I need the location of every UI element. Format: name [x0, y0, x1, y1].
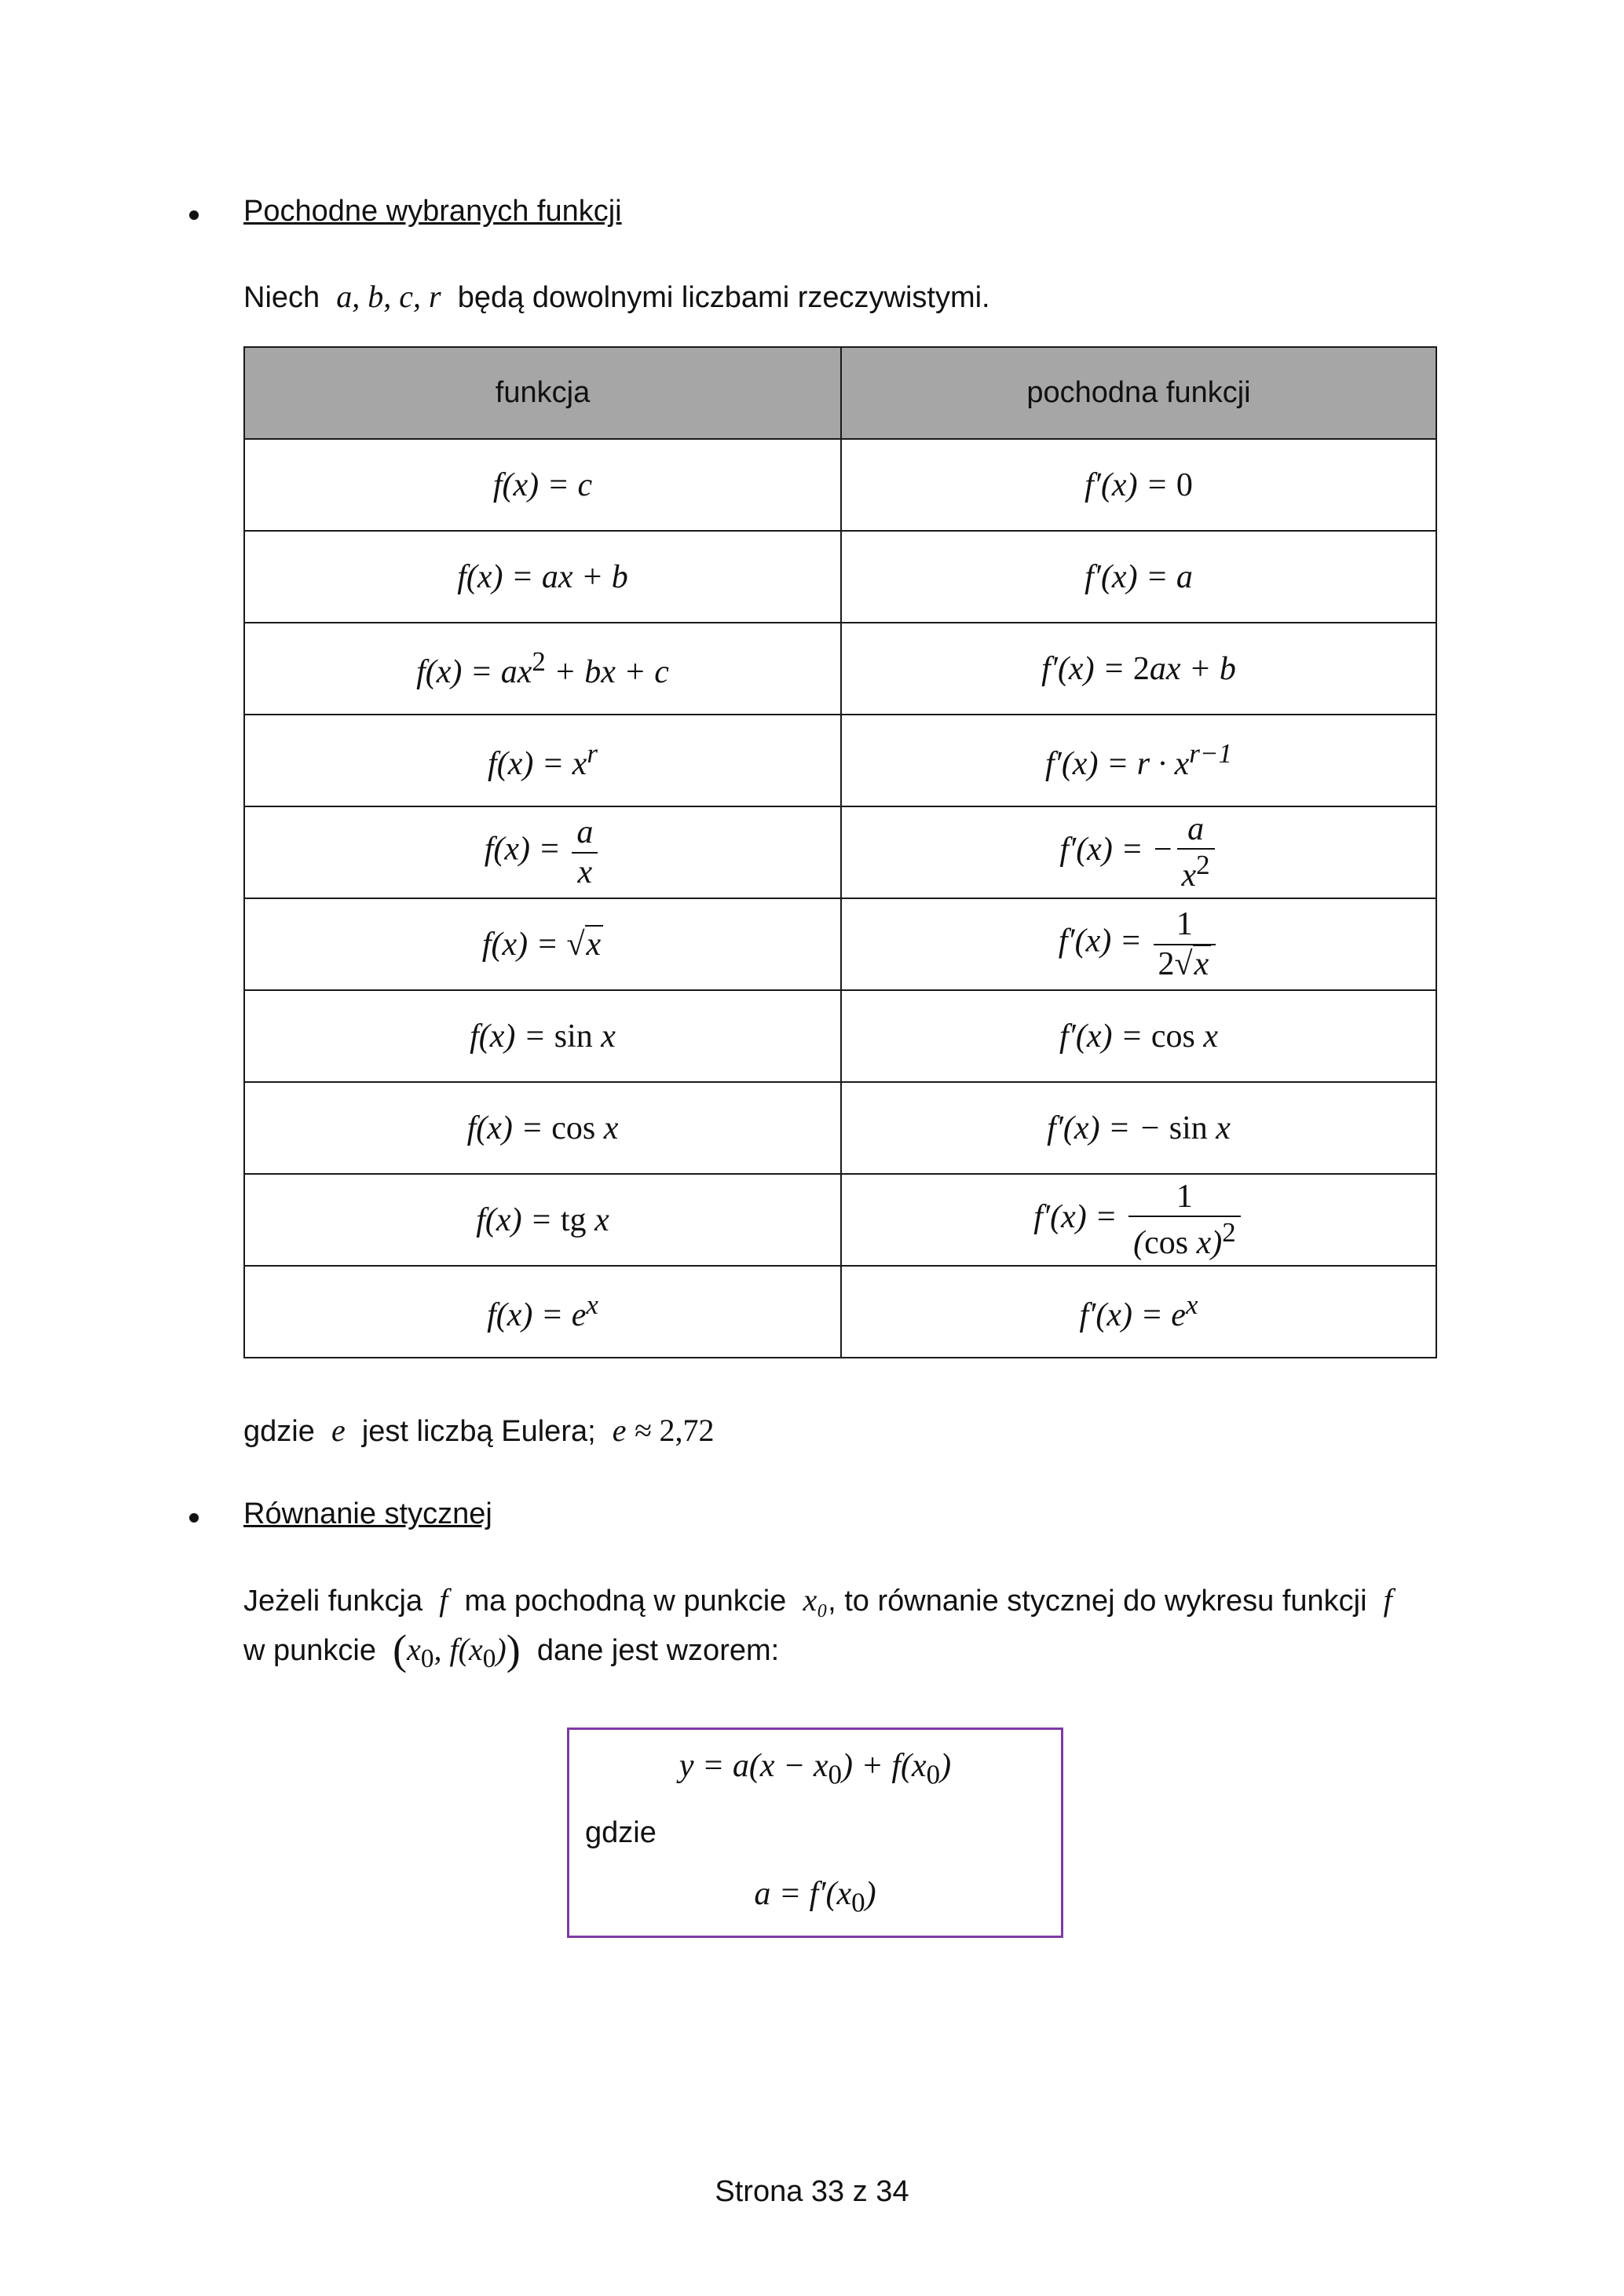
slope-definition: $a = f'(x_0)$	[754, 1876, 876, 1918]
derivative-cell: f′(x) = 0	[841, 439, 1436, 531]
function-cell: f(x) = cos x	[244, 1082, 841, 1174]
function-cell: $f(x) = ax^2$ + bx + c	[244, 623, 841, 715]
section-title-derivatives: Pochodne wybranych funkcji	[243, 195, 622, 228]
intro-variables: a, b, c, r	[336, 279, 441, 314]
derivative-cell: f′(x) = − sin x	[841, 1082, 1436, 1174]
table-row	[244, 898, 1436, 990]
derivative-cell: f′(x) = $\frac{1}{2√x}$	[841, 898, 1436, 990]
table-header-row	[244, 347, 1436, 439]
table-row	[244, 439, 1436, 531]
euler-prefix: gdzie	[243, 1415, 315, 1448]
intro-prefix: Niech	[243, 281, 320, 314]
tangent-text-b: ma pochodną w punkcie	[464, 1585, 787, 1618]
function-cell: $f(x) = x^r$	[244, 715, 841, 806]
derivatives-table	[243, 346, 1437, 1358]
tangent-paragraph-line1	[243, 1581, 1392, 1618]
table-row	[244, 1082, 1436, 1174]
derivative-cell: f′(x) = a	[841, 531, 1436, 623]
function-cell: f(x) = √x	[244, 898, 841, 990]
tangent-text-e: dane jest wzorem:	[536, 1634, 780, 1667]
function-cell: f(x) = ax + b	[244, 531, 841, 623]
page-number: Strona 33 z 34	[715, 2175, 909, 2208]
table-row	[244, 715, 1436, 806]
function-cell: f(x) = tg x	[244, 1174, 841, 1266]
derivative-cell: f′(x) = − $\frac{a}{x^2}$	[841, 806, 1436, 898]
function-cell: f(x) = sin x	[244, 990, 841, 1082]
table-row	[244, 623, 1436, 715]
derivative-cell: f′(x) = $\frac{1}{(\cos x)^2}$	[841, 1174, 1436, 1266]
point-x0: x₀	[803, 1582, 828, 1618]
intro-suffix: będą dowolnymi liczbami rzeczywistymi.	[457, 281, 990, 314]
function-cell: $f(x) = e^x$	[244, 1266, 841, 1358]
table-row	[244, 1266, 1436, 1358]
derivative-cell: f′(x) = cos x	[841, 990, 1436, 1082]
tangent-point: ($x_0$, $f(x_0)$)	[393, 1626, 521, 1673]
intro-paragraph	[243, 278, 990, 315]
table-row	[244, 990, 1436, 1082]
tangent-formula-box	[567, 1727, 1063, 1938]
column-header-derivative: pochodna funkcji	[841, 347, 1436, 439]
tangent-text-a: Jeżeli funkcja	[243, 1585, 423, 1618]
tangent-equation: $y = a(x - x_0) + f(x_0)$	[678, 1748, 952, 1790]
bullet-icon	[189, 1513, 199, 1523]
derivative-cell: f′(x) = 2ax + b	[841, 623, 1436, 715]
bullet-icon	[189, 210, 199, 220]
derivative-cell: $f'(x) = r \cdot x^{r-1}$	[841, 715, 1436, 806]
tangent-text-c: , to równanie stycznej do wykresu funkcji	[828, 1585, 1367, 1618]
formula-where: gdzie	[585, 1816, 657, 1849]
table-row	[244, 1174, 1436, 1266]
euler-approx: e ≈ 2,72	[612, 1413, 715, 1448]
section-title-tangent: Równanie stycznej	[243, 1497, 492, 1530]
tangent-paragraph-line2	[243, 1625, 779, 1674]
derivative-cell: $f'(x) = e^x$	[841, 1266, 1436, 1358]
function-cell: f(x) = c	[244, 439, 841, 531]
table-row	[244, 531, 1436, 623]
euler-note	[243, 1412, 715, 1449]
tangent-text-d: w punkcie	[243, 1634, 376, 1667]
euler-middle: jest liczbą Eulera;	[361, 1415, 596, 1448]
function-cell: f(x) = $\frac{a}{x}$	[244, 806, 841, 898]
table-row	[244, 806, 1436, 898]
euler-symbol: e	[331, 1413, 346, 1448]
column-header-function: funkcja	[244, 347, 841, 439]
function-symbol: f	[439, 1582, 448, 1618]
function-symbol: f	[1383, 1582, 1392, 1618]
